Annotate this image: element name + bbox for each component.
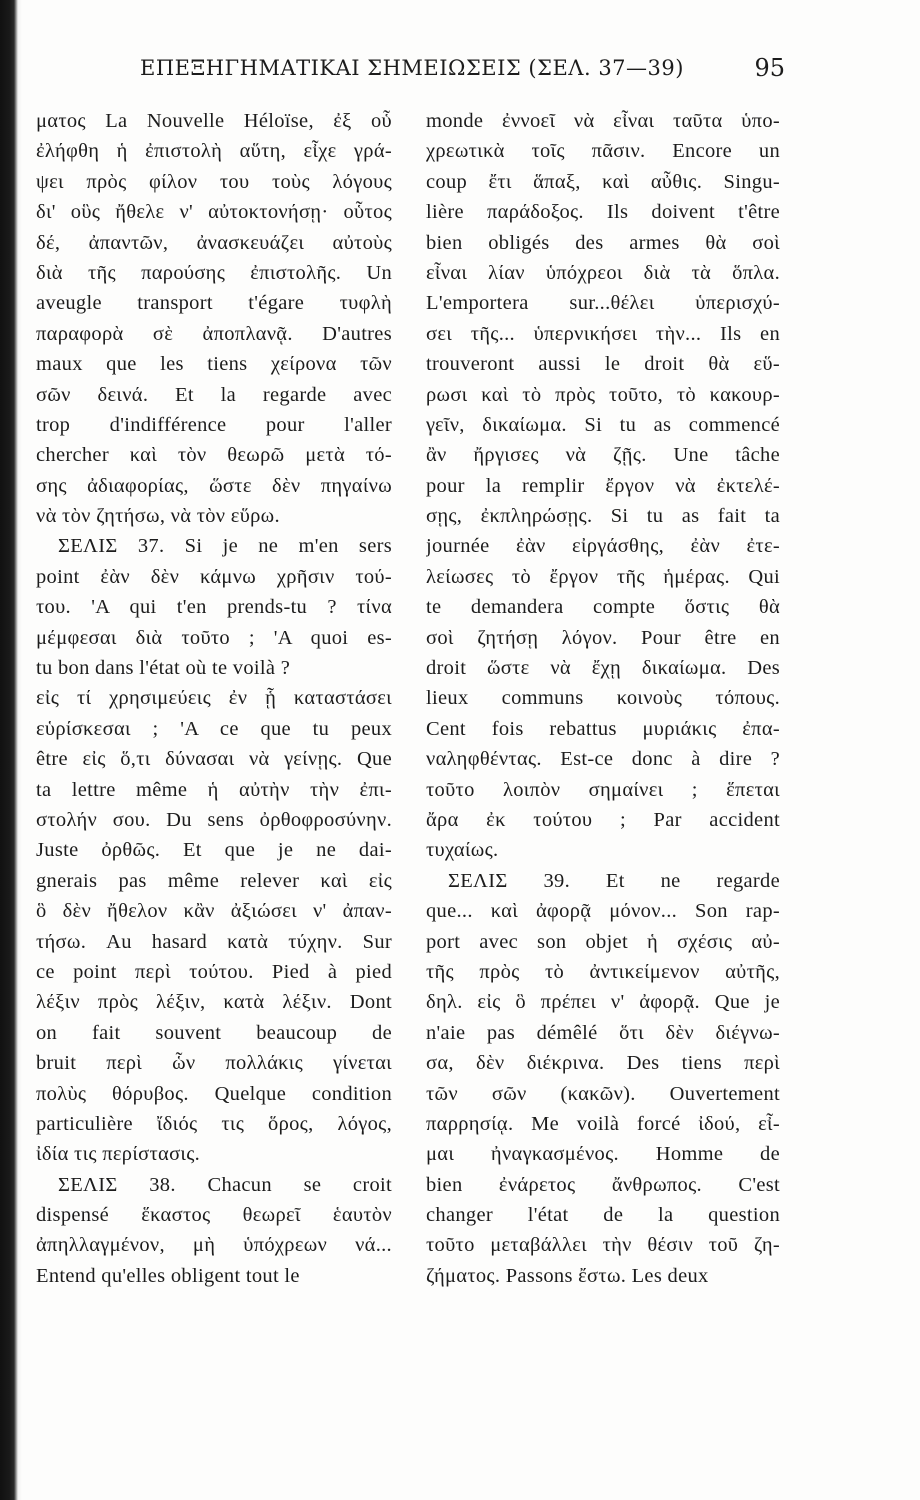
text-line: changer l'état de la question — [426, 1204, 780, 1227]
text-line: σοὶ ζητήσῃ λόγον. Pour être en — [426, 626, 780, 649]
text-line: ὃ δὲν ἤθελον κἂν ἀξιώσει ν' ἀπαν- — [36, 900, 392, 923]
text-line: μαι ἠναγκασμένος. Homme de — [426, 1143, 780, 1166]
text-line: νὰ τὸν ζητήσω, νὰ τὸν εὕρω. — [36, 505, 280, 528]
text-line: aveugle transport t'égare τυφλὴ — [36, 292, 392, 315]
text-line: λείωσες τὸ ἔργον τῆς ἡμέρας. Qui — [426, 565, 780, 588]
right-text-column — [426, 106, 780, 1291]
text-line: παραφορὰ σὲ ἀποπλανᾷ. D'autres — [36, 322, 392, 345]
text-line: Juste ὀρθῶς. Et que je ne dai- — [36, 839, 392, 862]
text-line: εἶναι λίαν ὑπόχρεοι διὰ τὰ ὅπλα. — [426, 261, 780, 284]
text-line: ζήματος. Passons ἔστω. Les deux — [426, 1264, 709, 1287]
text-line: Entend qu'elles obligent tout le — [36, 1264, 300, 1287]
text-line: ἂν ἤργισες νὰ ζῇς. Une tâche — [426, 444, 780, 467]
text-line: χρεωτικὰ τοῖς πᾶσιν. Encore un — [426, 140, 780, 163]
text-line: que... καὶ ἀφορᾷ μόνον... Son rap- — [426, 900, 780, 923]
text-line: maux que les tiens χείρονα τῶν — [36, 353, 392, 376]
text-line: tu bon dans l'état où te voilà ? — [36, 657, 291, 680]
text-line: trouveront aussi le droit θὰ εὕ- — [426, 353, 780, 376]
text-line: te demandera compte ὅστις θὰ — [426, 596, 780, 619]
text-line: lière παράδοξος. Ils doivent t'être — [426, 201, 780, 224]
text-line: δέ, ἀπαντῶν, ἀνασκευάζει αὐτοὺς — [36, 231, 392, 254]
page-number: 95 — [754, 54, 785, 82]
text-line: παρρησίᾳ. Me voilà forcé ἰδού, εἶ- — [426, 1112, 780, 1135]
text-line: σα, δὲν διέκρινα. Des tiens περὶ — [426, 1052, 780, 1075]
text-line: ta lettre même ἡ αὐτὴν τὴν ἐπι- — [36, 778, 392, 801]
text-line: être εἰς ὅ,τι δύνασαι νὰ γείνῃς. Que — [36, 748, 392, 771]
text-line: n'aie pas démêlé ὅτι δὲν διέγνω- — [426, 1021, 780, 1044]
binding-edge — [0, 0, 22, 1500]
text-line: τήσω. Au hasard κατὰ τύχην. Sur — [36, 930, 392, 953]
left-text-column — [36, 106, 392, 1291]
text-line: Cent fois rebattus μυριάκις ἐπα- — [426, 717, 780, 740]
text-line: on fait souvent beaucoup de — [36, 1021, 392, 1044]
text-line: λέξιν πρὸς λέξιν, κατὰ λέξιν. Dont — [36, 991, 392, 1014]
text-line: σει τῆς... ὑπερνικήσει τὴν... Ils en — [426, 322, 780, 345]
text-line: bien obligés des armes θὰ σοὶ — [426, 231, 780, 254]
text-line: L'emportera sur...θέλει ὑπερισχύ- — [426, 292, 780, 315]
text-line: bruit περὶ ὧν πολλάκις γίνεται — [36, 1052, 392, 1075]
text-line: ναληφθέντας. Est-ce donc à dire ? — [426, 748, 780, 771]
text-line: point ἐὰν δὲν κάμνω χρῆσιν τού- — [36, 565, 392, 588]
text-line: δηλ. εἰς ὃ πρέπει ν' ἀφορᾷ. Que je — [426, 991, 780, 1014]
text-line: διὰ τῆς παρούσης ἐπιστολῆς. Un — [36, 261, 392, 284]
text-line: ἄρα ἐκ τούτου ; Par accident — [426, 808, 780, 831]
text-line: bien ἐνάρετος ἄνθρωπος. C'est — [426, 1173, 780, 1196]
text-line: μέμφεσαι διὰ τοῦτο ; 'A quoi es- — [36, 626, 392, 649]
text-line: ρωσι καὶ τὸ πρὸς τοῦτο, τὸ κακουρ- — [426, 383, 780, 406]
text-line: τῆς πρὸς τὸ ἀντικείμενον αὐτῆς, — [426, 960, 780, 983]
text-line: τῶν σῶν (κακῶν). Ouvertement — [426, 1082, 780, 1105]
text-line: monde ἐννοεῖ νὰ εἶναι ταῦτα ὑπο- — [426, 110, 780, 132]
text-line: τοῦτο λοιπὸν σημαίνει ; ἕπεται — [426, 778, 780, 801]
text-line: εἰς τί χρησιμεύεις ἐν ᾗ καταστάσει — [36, 687, 392, 710]
text-line: εὑρίσκεσαι ; 'A ce que tu peux — [36, 717, 392, 740]
text-line: gnerais pas même relever καὶ εἰς — [36, 869, 392, 892]
text-line: σης ἀδιαφορίας, ὥστε δὲν πηγαίνω — [36, 474, 392, 497]
text-line: ματος La Nouvelle Héloïse, ἐξ οὗ — [36, 110, 392, 132]
text-line: particulière ἴδιός τις ὅρος, λόγος, — [36, 1112, 392, 1135]
text-line: ΣΕΛΙΣ 38. Chacun se croit — [58, 1173, 392, 1196]
text-line: ἀπηλλαγμένον, μὴ ὑπόχρεων νά... — [36, 1234, 392, 1257]
text-line: chercher καὶ τὸν θεωρῶ μετὰ τό- — [36, 444, 392, 467]
text-line: dispensé ἕκαστος θεωρεῖ ἑαυτὸν — [36, 1204, 392, 1227]
text-line: ce point περὶ τούτου. Pied à pied — [36, 960, 392, 983]
text-line: ἐλήφθη ἡ ἐπιστολὴ αὕτη, εἶχε γρά- — [36, 140, 392, 163]
text-line: πολὺς θόρυβος. Quelque condition — [36, 1082, 392, 1105]
text-line: δι' οὓς ἤθελε ν' αὐτοκτονήσῃ· οὗτος — [36, 201, 392, 224]
text-line: του. 'A qui t'en prends-tu ? τίνα — [36, 596, 392, 619]
text-line: coup ἔτι ἅπαξ, καὶ αὖθις. Singu- — [426, 170, 780, 193]
text-line: ΣΕΛΙΣ 37. Si je ne m'en sers — [58, 535, 392, 558]
text-line: στολήν σου. Du sens ὀρθοφροσύνην. — [36, 808, 392, 831]
text-line: σῃς, ἐκπληρώσῃς. Si tu as fait ta — [426, 505, 780, 528]
text-line: port avec son objet ἡ σχέσις αὐ- — [426, 930, 780, 953]
text-line: τυχαίως. — [426, 839, 499, 862]
text-line: ΣΕΛΙΣ 39. Et ne regarde — [448, 869, 780, 892]
text-line: droit ὥστε νὰ ἔχῃ δικαίωμα. Des — [426, 657, 780, 680]
text-line: γεῖν, δικαίωμα. Si tu as commencé — [426, 413, 780, 436]
running-header-title: ΕΠΕΞΗΓΗΜΑΤΙΚΑΙ ΣΗΜΕΙΩΣΕΙΣ (ΣΕΛ. 37—39) — [140, 56, 684, 80]
text-line: τοῦτο μεταβάλλει τὴν θέσιν τοῦ ζη- — [426, 1234, 780, 1257]
text-line: trop d'indifférence pour l'aller — [36, 413, 392, 436]
text-line: lieux communs κοινοὺς τόπους. — [426, 687, 780, 710]
text-line: journée ἐὰν εἰργάσθης, ἐὰν ἐτε- — [426, 535, 780, 558]
text-line: pour la remplir ἔργον νὰ ἐκτελέ- — [426, 474, 780, 497]
text-line: ψει πρὸς φίλον του τοὺς λόγους — [36, 170, 392, 193]
text-line: σῶν δεινά. Et la regarde avec — [36, 383, 392, 406]
text-line: ἰδία τις περίστασις. — [36, 1143, 201, 1166]
